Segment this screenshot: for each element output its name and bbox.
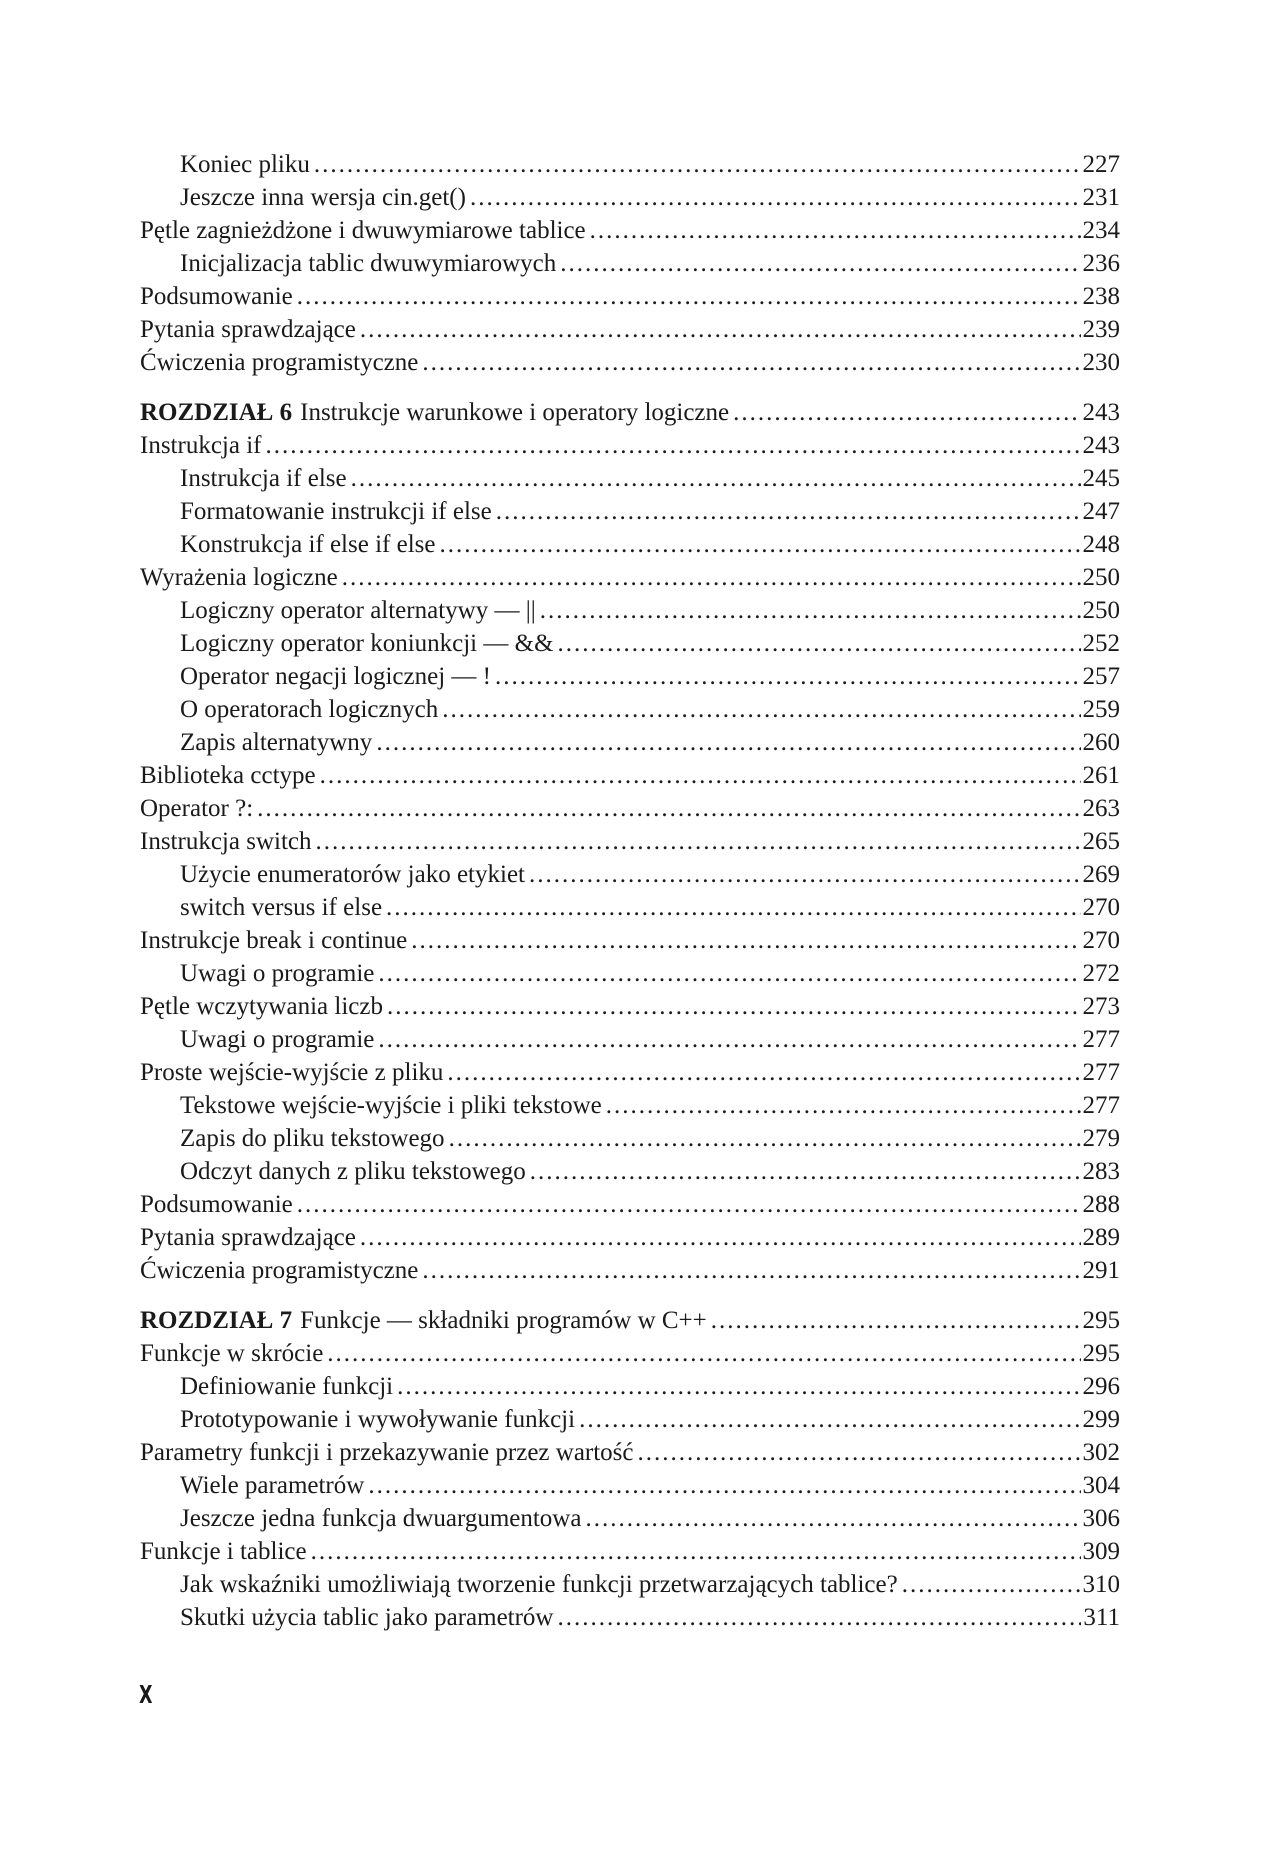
dot-leader (530, 1155, 1081, 1188)
dot-leader (342, 561, 1081, 594)
toc-chapter-entry (140, 396, 1120, 429)
entry-title-text: Jeszcze jedna funkcja dwuargumentowa (180, 1505, 582, 1532)
toc-page-number: 299 (1082, 1406, 1120, 1433)
toc-entry-title (180, 858, 525, 891)
dot-leader (470, 181, 1081, 214)
toc-page-number: 296 (1082, 1373, 1120, 1400)
entry-title-text: Instrukcje warunkowe i operatory logiczne (300, 399, 730, 426)
toc-entry-title (180, 247, 556, 280)
toc-page-number: 277 (1082, 1026, 1120, 1053)
entry-title-text: Biblioteka cctype (140, 762, 316, 789)
toc-page-number: 261 (1082, 762, 1120, 789)
toc-entry-title (140, 1056, 443, 1089)
toc-entry-title (180, 181, 466, 214)
toc-entry (140, 990, 1120, 1023)
toc-page-number: 239 (1082, 316, 1120, 343)
toc-page-number: 250 (1082, 597, 1120, 624)
entry-title-text: switch versus if else (180, 894, 383, 921)
toc-page-number: 288 (1082, 1191, 1120, 1218)
toc-page-number: 273 (1082, 993, 1120, 1020)
entry-title-text: Funkcje i tablice (140, 1538, 307, 1565)
toc-page-number: 247 (1082, 498, 1120, 525)
toc-entry-title (180, 1568, 898, 1601)
toc-page-number: 231 (1082, 184, 1120, 211)
toc-entry (140, 1370, 1120, 1403)
toc-entry (140, 594, 1120, 627)
dot-leader (422, 1254, 1080, 1287)
toc-entry-title (180, 660, 491, 693)
dot-leader (449, 1122, 1081, 1155)
toc-page-number: 252 (1082, 630, 1120, 657)
toc-page-number: 279 (1082, 1125, 1120, 1152)
dot-leader (540, 594, 1081, 627)
toc-entry (140, 1056, 1120, 1089)
entry-title-text: Tekstowe wejście-wyjście i pliki tekstowe (180, 1092, 602, 1119)
toc-entry (140, 462, 1120, 495)
toc-entry (140, 1436, 1120, 1469)
toc-entry (140, 1254, 1120, 1287)
toc-entry-title (140, 759, 316, 792)
dot-leader (378, 1023, 1080, 1056)
dot-leader (297, 1188, 1081, 1221)
toc-page-number: 236 (1082, 250, 1120, 277)
toc-chapter-entry (140, 1304, 1120, 1337)
toc-entry-title (180, 528, 435, 561)
dot-leader (590, 214, 1081, 247)
entry-title-text: Koniec pliku (180, 151, 310, 178)
entry-title-text: Logiczny operator alternatywy — || (180, 597, 536, 624)
dot-leader (315, 825, 1080, 858)
entry-title-text: Uwagi o programie (180, 960, 375, 987)
toc-entry-title (180, 891, 382, 924)
entry-title-text: Ćwiczenia programistyczne (140, 349, 419, 376)
toc-page-number: 227 (1082, 151, 1120, 178)
toc-entry (140, 214, 1120, 247)
dot-leader (560, 247, 1080, 280)
toc-page-number: 234 (1082, 217, 1120, 244)
toc-page-number: 277 (1082, 1059, 1120, 1086)
toc-section (140, 1304, 1120, 1634)
dot-leader (529, 858, 1081, 891)
entry-title-text: Zapis alternatywny (180, 729, 373, 756)
toc-entry-title (140, 396, 729, 429)
chapter-label: ROZDZIAŁ 6 (140, 399, 293, 426)
toc-page-number: 277 (1082, 1092, 1120, 1119)
dot-leader (711, 1304, 1081, 1337)
toc-page-number: 259 (1082, 696, 1120, 723)
dot-leader (496, 495, 1081, 528)
dot-leader (314, 148, 1081, 181)
page-number: X (139, 1680, 153, 1709)
toc-entry (140, 1337, 1120, 1370)
entry-title-text: Jak wskaźniki umożliwiają tworzenie funkcji przetwarzających tablice? (180, 1571, 898, 1598)
toc-entry-title (180, 1403, 575, 1436)
toc-page-number: 283 (1082, 1158, 1120, 1185)
toc-entry-title (140, 313, 356, 346)
toc-entry-title (180, 462, 347, 495)
toc-entry (140, 759, 1120, 792)
toc-page-number: 248 (1082, 531, 1120, 558)
dot-leader (585, 1502, 1080, 1535)
toc-entry (140, 1122, 1120, 1155)
dot-leader (439, 528, 1080, 561)
dot-leader (327, 1337, 1080, 1370)
toc-page-number: 260 (1082, 729, 1120, 756)
toc-page-number: 238 (1082, 283, 1120, 310)
entry-title-text: Pętle zagnieżdżone i dwuwymiarowe tablice (140, 217, 586, 244)
toc-page-number: 295 (1082, 1340, 1120, 1367)
dot-leader (579, 1403, 1080, 1436)
toc-page-number: 250 (1082, 564, 1120, 591)
dot-leader (297, 280, 1081, 313)
entry-title-text: Inicjalizacja tablic dwuwymiarowych (180, 250, 557, 277)
toc-entry (140, 561, 1120, 594)
toc-entry-title (140, 1535, 307, 1568)
toc-entry (140, 891, 1120, 924)
toc-page-number: 257 (1082, 663, 1120, 690)
toc-page-number: 269 (1082, 861, 1120, 888)
entry-title-text: Operator negacji logicznej — ! (180, 663, 491, 690)
entry-title-text: Instrukcja if else (180, 465, 347, 492)
toc-entry-title (140, 990, 383, 1023)
toc-page-number: 309 (1082, 1538, 1120, 1565)
toc-entry (140, 825, 1120, 858)
entry-title-text: Formatowanie instrukcji if else (180, 498, 492, 525)
entry-title-text: Instrukcje break i continue (140, 927, 408, 954)
toc-entry-title (140, 924, 407, 957)
dot-leader (265, 429, 1080, 462)
toc-entry-title (180, 1089, 602, 1122)
toc-entry (140, 792, 1120, 825)
entry-title-text: Skutki użycia tablic jako parametrów (180, 1604, 554, 1631)
toc-page-number: 306 (1082, 1505, 1120, 1532)
toc-page-number: 310 (1082, 1571, 1120, 1598)
toc-entry (140, 858, 1120, 891)
toc-entry (140, 1403, 1120, 1436)
entry-title-text: Użycie enumeratorów jako etykiet (180, 861, 525, 888)
entry-title-text: Prototypowanie i wywoływanie funkcji (180, 1406, 576, 1433)
toc-entry (140, 1568, 1120, 1601)
entry-title-text: Wiele parametrów (180, 1472, 365, 1499)
dot-leader (447, 1056, 1080, 1089)
entry-title-text: Operator ?: (140, 795, 254, 822)
toc-entry (140, 346, 1120, 379)
entry-title-text: Instrukcja if (140, 432, 262, 459)
toc-entry-title (180, 1155, 526, 1188)
entry-title-text: Jeszcze inna wersja cin.get() (180, 184, 466, 211)
toc-entry-title (180, 1502, 581, 1535)
entry-title-text: Parametry funkcji i przekazywanie przez wartość (140, 1439, 634, 1466)
entry-title-text: Logiczny operator koniunkcji — && (180, 630, 554, 657)
entry-title-text: Podsumowanie (140, 1191, 293, 1218)
toc-page-number: 243 (1082, 432, 1120, 459)
toc-entry (140, 528, 1120, 561)
dot-leader (397, 1370, 1080, 1403)
entry-title-text: Konstrukcja if else if else (180, 531, 436, 558)
toc-page-number: 270 (1082, 927, 1120, 954)
entry-title-text: Ćwiczenia programistyczne (140, 1257, 419, 1284)
toc-entry-title (140, 561, 338, 594)
entry-title-text: O operatorach logicznych (180, 696, 439, 723)
toc-entry (140, 924, 1120, 957)
dot-leader (606, 1089, 1081, 1122)
toc-entry (140, 1023, 1120, 1056)
toc-page-number: 230 (1082, 349, 1120, 376)
toc-entry-title (180, 627, 554, 660)
dot-leader (257, 792, 1080, 825)
toc-entry (140, 429, 1120, 462)
toc-entry-title (140, 1221, 356, 1254)
toc-page-number: 295 (1082, 1307, 1120, 1334)
toc-page-number: 272 (1082, 960, 1120, 987)
toc-entry (140, 1469, 1120, 1502)
toc-entry-title (140, 1436, 634, 1469)
toc-page-number: 291 (1082, 1257, 1120, 1284)
toc-page-number: 265 (1082, 828, 1120, 855)
dot-leader (376, 726, 1080, 759)
toc-entry (140, 313, 1120, 346)
toc-page-number: 270 (1082, 894, 1120, 921)
entry-title-text: Pytania sprawdzające (140, 316, 356, 343)
dot-leader (351, 462, 1081, 495)
toc-page-number: 243 (1082, 399, 1120, 426)
dot-leader (368, 1469, 1080, 1502)
dot-leader (902, 1568, 1081, 1601)
toc-entry (140, 1535, 1120, 1568)
dot-leader (442, 693, 1080, 726)
toc-section (140, 148, 1120, 379)
toc-entry (140, 693, 1120, 726)
toc-entry (140, 1155, 1120, 1188)
toc-entry-title (180, 495, 492, 528)
toc-entry (140, 660, 1120, 693)
toc-entry (140, 1188, 1120, 1221)
entry-title-text: Instrukcja switch (140, 828, 312, 855)
toc-entry (140, 1089, 1120, 1122)
toc-entry (140, 148, 1120, 181)
toc-entry (140, 957, 1120, 990)
entry-title-text: Pętle wczytywania liczb (140, 993, 383, 1020)
dot-leader (638, 1436, 1081, 1469)
toc-page-number: 311 (1083, 1604, 1120, 1631)
dot-leader (411, 924, 1080, 957)
toc-entry-title (180, 1601, 554, 1634)
entry-title-text: Uwagi o programie (180, 1026, 375, 1053)
dot-leader (360, 1221, 1081, 1254)
toc-entry-title (140, 214, 586, 247)
dot-leader (378, 957, 1080, 990)
toc-entry-title (140, 1254, 418, 1287)
toc-page-number: 263 (1082, 795, 1120, 822)
toc-entry-title (140, 1188, 293, 1221)
toc-entry-title (140, 792, 253, 825)
toc-entry (140, 280, 1120, 313)
entry-title-text: Podsumowanie (140, 283, 293, 310)
toc-entry-title (140, 1304, 707, 1337)
toc-entry-title (140, 429, 261, 462)
toc-entry (140, 181, 1120, 214)
toc-entry (140, 1221, 1120, 1254)
toc-entry-title (180, 726, 372, 759)
toc-entry-title (140, 346, 418, 379)
toc-page-number: 289 (1082, 1224, 1120, 1251)
entry-title-text: Wyrażenia logiczne (140, 564, 338, 591)
toc-entry-title (180, 148, 310, 181)
toc-entry-title (180, 1370, 393, 1403)
dot-leader (422, 346, 1080, 379)
toc-entry (140, 1502, 1120, 1535)
toc-page-number: 245 (1082, 465, 1120, 492)
toc-entry (140, 1601, 1120, 1634)
entry-title-text: Definiowanie funkcji (180, 1373, 394, 1400)
entry-title-text: Proste wejście-wyjście z pliku (140, 1059, 444, 1086)
toc-entry-title (140, 825, 311, 858)
toc-page-number: 304 (1082, 1472, 1120, 1499)
entry-title-text: Zapis do pliku tekstowego (180, 1125, 445, 1152)
toc-entry (140, 726, 1120, 759)
dot-leader (558, 627, 1081, 660)
toc-entry (140, 627, 1120, 660)
toc-entry (140, 495, 1120, 528)
dot-leader (733, 396, 1080, 429)
chapter-label: ROZDZIAŁ 7 (140, 1307, 293, 1334)
toc-entry-title (140, 1337, 323, 1370)
dot-leader (558, 1601, 1082, 1634)
dot-leader (311, 1535, 1081, 1568)
toc-page-number: 302 (1082, 1439, 1120, 1466)
toc-entry-title (180, 1023, 374, 1056)
entry-title-text: Funkcje w skrócie (140, 1340, 324, 1367)
toc-entry-title (180, 1469, 364, 1502)
toc-entry-title (180, 693, 438, 726)
dot-leader (320, 759, 1081, 792)
dot-leader (387, 990, 1081, 1023)
entry-title-text: Pytania sprawdzające (140, 1224, 356, 1251)
dot-leader (360, 313, 1081, 346)
toc-entry-title (180, 957, 374, 990)
table-of-contents (140, 148, 1120, 1634)
toc-section (140, 396, 1120, 1287)
entry-title-text: Funkcje — składniki programów w C++ (300, 1307, 707, 1334)
dot-leader (495, 660, 1081, 693)
toc-entry-title (140, 280, 293, 313)
toc-entry (140, 247, 1120, 280)
toc-entry-title (180, 594, 536, 627)
toc-entry-title (180, 1122, 445, 1155)
entry-title-text: Odczyt danych z pliku tekstowego (180, 1158, 526, 1185)
dot-leader (386, 891, 1080, 924)
